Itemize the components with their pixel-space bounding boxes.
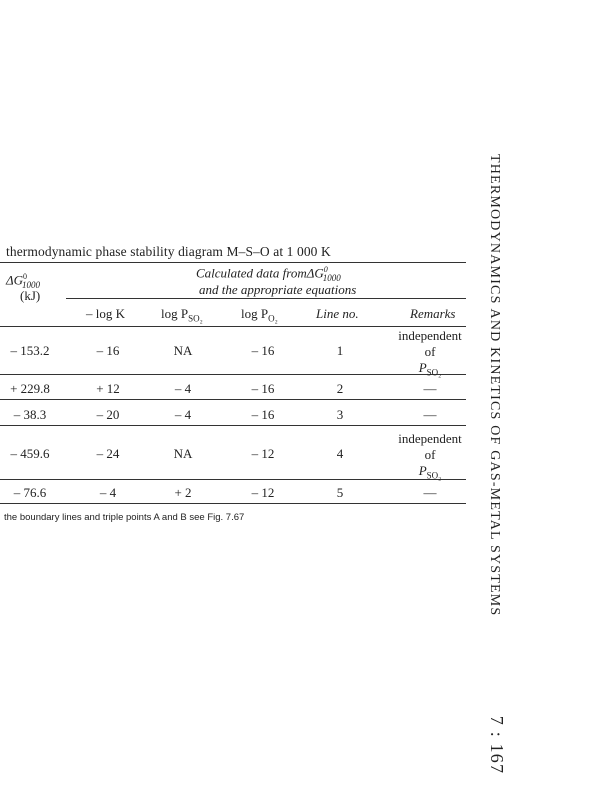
table-footnote: the boundary lines and triple points A and B see Fig. 7.67 (4, 512, 245, 523)
header-log-po2: $\log P_{O_2}$ (241, 306, 278, 324)
table-cell: 5 (336, 485, 344, 500)
table-cell: 2 (336, 381, 344, 396)
running-header (473, 154, 507, 775)
table-cell: NA (173, 343, 193, 358)
table-cell: – 153.2 (10, 343, 50, 358)
table-cell: – 16 (251, 381, 275, 396)
header-remarks: Remarks (410, 306, 456, 321)
table-cell: — (423, 381, 437, 396)
table-cell: – 38.3 (13, 407, 47, 422)
table-cell: 1 (336, 343, 344, 358)
table-bottom-rule (0, 503, 466, 504)
group-header-line1: Calculated data fromΔG$^0_{1000}$ (196, 265, 341, 283)
remark-independent: independent of $P_{SO_2}$ (398, 431, 462, 481)
table-cell: – 459.6 (10, 446, 50, 461)
header-line-no: Line no. (316, 306, 359, 321)
running-header-title: THERMODYNAMICS AND KINETICS OF GAS-METAL SYSTEMS (487, 154, 502, 617)
table-cell: + 229.8 (10, 381, 50, 396)
table-top-rule (0, 262, 466, 263)
table-cell: – 12 (251, 446, 275, 461)
group-header-line2: and the appropriate equations (199, 282, 357, 297)
table-cell: – 16 (251, 407, 275, 422)
header-units: (kJ) (20, 288, 41, 303)
table-cell: – 4 (99, 485, 117, 500)
header-bottom-rule (0, 326, 466, 327)
page-number: 7 : 167 (487, 715, 507, 775)
header-neg-log-k: – log K (86, 306, 125, 321)
table-cell: – 4 (174, 407, 192, 422)
table-caption: thermodynamic phase stability diagram M–S–O at 1 000 K (6, 244, 331, 259)
table-cell: – 12 (251, 485, 275, 500)
table-cell: – 16 (96, 343, 120, 358)
header-log-pso2: $\log P_{SO_2}$ (161, 306, 203, 324)
remark-independent: independent of $P_{SO_2}$ (398, 328, 462, 378)
table-cell: — (423, 485, 437, 500)
table-cell: 4 (336, 446, 344, 461)
header-delta-g: $\Delta G^0_{1000}$ (6, 272, 41, 290)
group-header-rule (66, 298, 466, 299)
table-cell: – 16 (251, 343, 275, 358)
table-cell: NA (173, 446, 193, 461)
table-cell: – 24 (96, 446, 120, 461)
row-rule-3 (0, 425, 466, 426)
table-cell: + 2 (174, 485, 192, 500)
table-cell: – 4 (174, 381, 192, 396)
row-rule-2 (0, 399, 466, 400)
table-cell: – 20 (96, 407, 120, 422)
table-cell: – 76.6 (13, 485, 47, 500)
table-cell: — (423, 407, 437, 422)
table-cell: + 12 (96, 381, 120, 396)
table-cell: 3 (336, 407, 344, 422)
